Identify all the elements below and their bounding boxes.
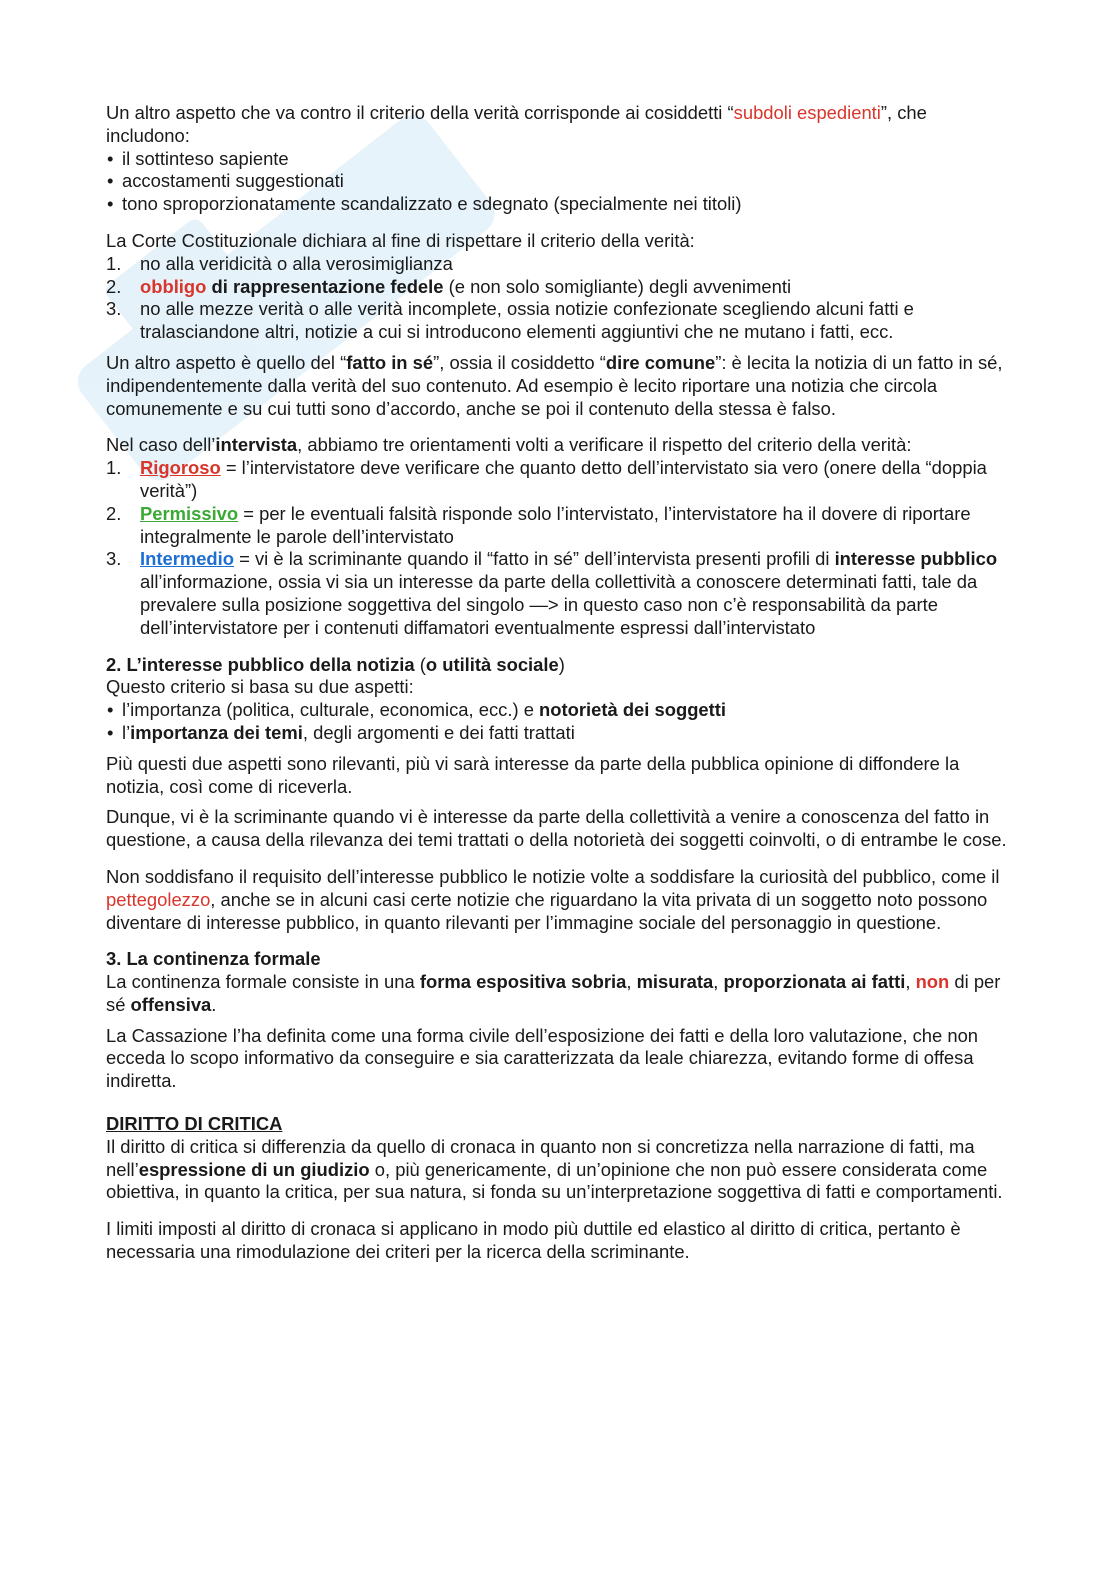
list-item (106, 503, 1011, 549)
list-item (106, 276, 1011, 299)
highlight-subdoli-espedienti: subdoli espedienti (733, 102, 881, 123)
bold-text: DIRITTO DI CRITICA (106, 1113, 283, 1135)
list-text (140, 503, 1011, 549)
text: , (905, 971, 916, 993)
numbered-list-corte (106, 253, 1011, 344)
heading-continenza-formale (106, 948, 1011, 971)
paragraph-critica-2: I limiti imposti al diritto di cronaca si applicano in modo più duttile ed elastico al diritto di critica, pertanto è necessaria una rimodulazione dei criteri per la ricerca della scriminante. (106, 1218, 961, 1263)
bold-text: interesse pubblico (834, 548, 998, 570)
list-item (106, 722, 1011, 745)
text: ”, ossia il cosiddetto “ (433, 351, 606, 373)
text: . (211, 993, 217, 1015)
text: = l’intervistatore deve verificare che quanto detto dell’intervistato sia vero (onere della “doppia verità”) (140, 457, 987, 501)
bold-text: notorietà dei soggetti (539, 699, 727, 721)
bold-text: 3. La continenza formale (106, 948, 321, 970)
list-text: no alle mezze verità o alle verità incomplete, ossia notizie confezionate scegliendo alcuni fatti e tralasciandone altri, notizie a cui si introducono elementi aggiuntivi che ne mutano i fatti, ecc. (140, 298, 914, 343)
list-number: 1. (106, 252, 122, 274)
bold-text: di rappresentazione fedele (206, 275, 444, 297)
list-number: 1. (106, 457, 122, 479)
text: l’ (122, 721, 131, 743)
highlight-non: non (915, 971, 950, 993)
text: , (713, 971, 724, 993)
bold-text: espressione di un giudizio (138, 1158, 370, 1180)
paragraph-fatto-in-se (106, 352, 1011, 420)
numbered-list-orientamenti (106, 457, 1011, 639)
paragraph-corte-intro: La Corte Costituzionale dichiara al fine di rispettare il criterio della verità: (106, 229, 695, 251)
label-rigoroso: Rigoroso (140, 457, 221, 479)
bold-text: misurata (636, 971, 714, 993)
text: Un altro aspetto è quello del “ (106, 351, 347, 373)
text: , abbiamo tre orientamenti volti a verificare il rispetto del criterio della verità: (297, 434, 912, 456)
bold-text: 2. L’interesse pubblico della notizia (106, 653, 415, 675)
text: , degli argomenti e dei fatti trattati (302, 721, 575, 743)
paragraph-subdoli-espedienti (106, 102, 1011, 148)
text: ”: è lecita la notizia di un fatto in sé, indipendentemente dalla verità del suo contenuto. Ad esempio è lecito riportare una notizia che circola comunemente e su cui tutti sono d’accordo, anche se poi il contenuto della stessa è falso. (106, 351, 1003, 419)
list-text (140, 457, 1011, 503)
paragraph-continenza-2: La Cassazione l’ha definita come una forma civile dell’esposizione dei fatti e della loro valutazione, che non ecceda lo scopo informativo da conseguire e sia caratterizzata da leale chiarezza, evitando forme di offesa indiretta. (106, 1024, 979, 1092)
text: o, più genericamente, di un’opinione che non può essere considerata come obiettiva, in quanto la critica, per sua natura, si fonda su un’interpretazione soggettiva di fatti e comportamenti. (106, 1158, 1003, 1203)
heading-diritto-di-critica (106, 1113, 1011, 1136)
bold-text: importanza dei temi (130, 721, 303, 743)
document-page (106, 102, 1011, 1264)
list-item: • tono sproporzionatamente scandalizzato e sdegnato (specialmente nei titoli) (106, 193, 1011, 216)
bold-text: dire comune (605, 351, 716, 373)
text: Il diritto di critica si differenzia da quello di cronaca in quanto non si concretizza nella narrazione di fatti, ma nell’ (106, 1135, 975, 1180)
text: ) (558, 653, 565, 675)
list-item (106, 253, 1011, 276)
text: l’importanza (politica, culturale, economica, ecc.) e (122, 699, 540, 721)
list-text: no alla veridicità o alla verosimiglianza (140, 252, 453, 274)
bold-text: proporzionata ai fatti (723, 971, 906, 993)
text: all’informazione, ossia vi sia un interesse da parte della collettività a conoscere determinati fatti, tale da prevalere sulla posizione soggettiva del singolo —> in questo caso non c’è responsabilità da parte dell’intervistatore per i contenuti diffamatori eventualmente espressi dall’intervistato (140, 571, 978, 638)
list-number: 2. (106, 502, 122, 524)
text: Un altro aspetto che va contro il criterio della verità corrisponde ai cosiddetti “ (106, 102, 734, 123)
text: Non soddisfano il requisito dell’interesse pubblico le notizie volte a soddisfare la curiosità del pubblico, come il (106, 865, 1000, 887)
list-number: 3. (106, 298, 122, 320)
label-intermedio: Intermedio (140, 548, 235, 570)
paragraph-interesse-2: Dunque, vi è la scriminante quando vi è interesse da parte della collettività a venire a conoscenza del fatto in questione, a causa della rilevanza dei temi trattati o della notorietà dei soggetti coinvolti, o di entrambe le cose. (106, 806, 1007, 851)
text: (e non solo somigliante) degli avvenimenti (443, 275, 792, 297)
paragraph-intervista (106, 434, 1011, 457)
bold-text: o utilità sociale (425, 653, 559, 675)
heading-interesse-pubblico (106, 654, 1011, 677)
list-text (140, 548, 1011, 639)
list-text (140, 276, 1011, 299)
text: ( (414, 653, 426, 675)
bold-text: forma espositiva sobria (419, 971, 627, 993)
bullet-list-aspetti (106, 699, 1011, 745)
text: = vi è la scriminante quando il “fatto in sé” dell’intervista presenti profili di (234, 548, 835, 570)
list-item: • il sottinteso sapiente (106, 148, 1011, 171)
list-number: 3. (106, 548, 122, 570)
list-item: • accostamenti suggestionati (106, 170, 1011, 193)
list-item (106, 699, 1011, 722)
text: La continenza formale consiste in una (106, 971, 420, 993)
bullet-list-espedienti (106, 148, 1011, 216)
paragraph-interesse-intro: Questo criterio si basa su due aspetti: (106, 676, 414, 698)
bold-text: intervista (215, 434, 298, 456)
text: , anche se in alcuni casi certe notizie che riguardano la vita privata di un soggetto noto possono diventare di interesse pubblico, in quanto rilevanti per l’immagine sociale del personaggio in questione. (106, 888, 988, 933)
text: di per sé (106, 971, 1001, 1015)
text: Nel caso dell’ (106, 434, 216, 456)
paragraph-interesse-1: Più questi due aspetti sono rilevanti, più vi sarà interesse da parte della pubblica opinione di diffondere la notizia, così come di riceverla. (106, 752, 960, 797)
bold-text: offensiva (130, 993, 212, 1015)
highlight-pettegolezzo: pettegolezzo (106, 888, 211, 910)
text: = per le eventuali falsità risponde solo l’intervistato, l’intervistatore ha il dovere di riportare integralmente le parole dell’intervistato (140, 502, 971, 547)
list-item (106, 548, 1011, 639)
highlight-obbligo: obbligo (140, 275, 207, 297)
paragraph-continenza-1 (106, 971, 1011, 1017)
text: ”, che includono: (106, 102, 927, 146)
list-item (106, 298, 1011, 344)
list-number: 2. (106, 275, 122, 297)
paragraph-critica-1 (106, 1136, 1011, 1204)
text: , (626, 971, 637, 993)
label-permissivo: Permissivo (140, 502, 239, 524)
list-item (106, 457, 1011, 503)
bold-text: fatto in sé (346, 351, 434, 373)
paragraph-interesse-3 (106, 866, 1011, 934)
